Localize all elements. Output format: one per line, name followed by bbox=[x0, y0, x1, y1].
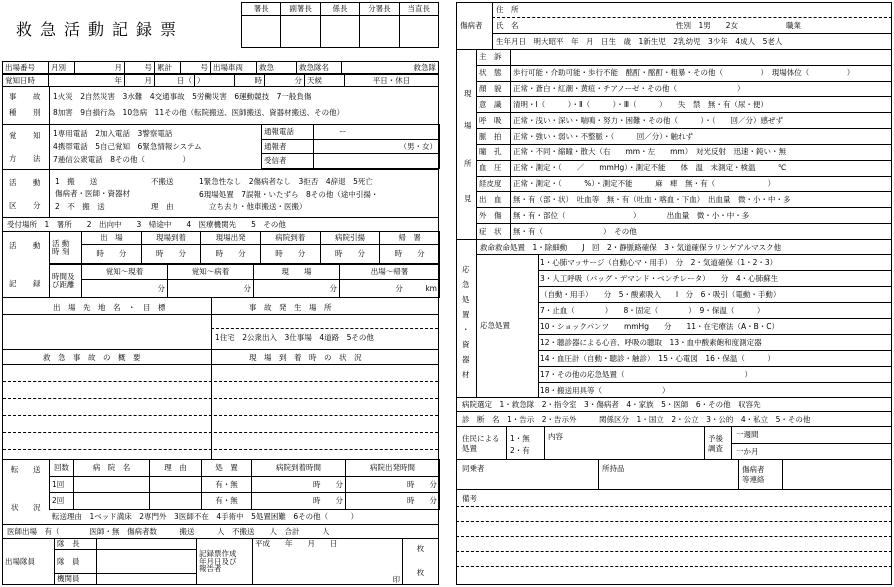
captain-field[interactable] bbox=[97, 539, 197, 550]
label: 故 bbox=[33, 92, 41, 101]
treatment-field[interactable]: 有・無 bbox=[202, 493, 252, 510]
diagnosis-options[interactable]: 診 断 名 1・告示 2・告示外 関係区分 1・国立 2・公立 3・公的 4・私立 5・その他 bbox=[462, 415, 811, 424]
no-transport-option[interactable]: 2 不 搬 送 bbox=[55, 202, 105, 211]
page-count bbox=[403, 539, 439, 585]
label: 法 bbox=[33, 154, 41, 163]
label: 分 bbox=[33, 201, 41, 210]
hospital-selection-options[interactable]: 病院選定 1・救急隊 2・指令室 3・傷病者 4・家族 5・医師 6・その他 収容先 bbox=[462, 400, 761, 409]
label: 傷病者 等連絡 bbox=[742, 465, 765, 484]
col-head: 出場～帰署 bbox=[340, 265, 440, 280]
no-transport-reason[interactable]: 6現場処置 7誤報・いたずら 8その他（途中引揚・ bbox=[199, 190, 379, 199]
label: 活 bbox=[9, 178, 17, 187]
row-dispatch-number bbox=[2, 61, 439, 74]
label: 送 bbox=[33, 465, 41, 474]
label: 処 bbox=[462, 295, 470, 304]
col-head: 覚知～病着 bbox=[168, 265, 254, 280]
col-head: 病 院 名 bbox=[74, 460, 150, 477]
label: 救急隊 bbox=[342, 62, 439, 74]
table-row bbox=[50, 493, 440, 510]
label: 枚 bbox=[416, 567, 425, 577]
time-field[interactable]: 時 分 bbox=[252, 476, 346, 493]
reception-options[interactable]: 受付場所 1 署所 2 出向中 3 帰途中 4 医療機関先 5 その他 bbox=[7, 220, 286, 229]
label: 理 由 bbox=[151, 202, 174, 211]
complaint-field[interactable] bbox=[511, 50, 892, 66]
transfer-reason-options[interactable]: 転送理由 1ベッド満床 2専門外 3医師不在 4手術中 5処置困難 6その他（ ） bbox=[52, 512, 359, 521]
stamp-cell[interactable] bbox=[320, 16, 359, 48]
table-row bbox=[50, 476, 440, 493]
label: 応 bbox=[462, 265, 470, 274]
time-field[interactable]: 時 分 bbox=[346, 476, 440, 493]
label: 所 bbox=[464, 159, 472, 168]
label: 通報電話 bbox=[262, 125, 314, 140]
label: 置 bbox=[462, 310, 470, 319]
label: 区 bbox=[9, 201, 17, 210]
treatment-side-label bbox=[462, 262, 472, 382]
label: 主 訴 bbox=[477, 50, 511, 66]
label: 2回 bbox=[50, 493, 74, 510]
label: 通報者 bbox=[262, 139, 314, 154]
time-field[interactable]: 時 分 bbox=[141, 245, 201, 264]
first-aid-item[interactable]: 1・心肺マッサージ（自動心マ・用手） 分 2・気道確保（1・2・3） bbox=[538, 255, 892, 271]
label: 号 bbox=[181, 62, 211, 74]
label: km bbox=[425, 283, 437, 293]
accident-options-1[interactable]: 1火災 2自然災害 3水難 4交通事故 5労働災害 6運動競技 7一般負傷 bbox=[53, 92, 312, 101]
finding-field[interactable]: 正常・浅い・深い・喘鳴・努力・困難・その他（ ）・（ 回／分）感ぜず bbox=[511, 113, 892, 129]
finding-field[interactable]: 無・有（部・状） 吐血等 無・有（吐血・喀血・下血） 出血量 微・小・中・多 bbox=[511, 192, 892, 208]
remarks-block[interactable] bbox=[456, 490, 892, 585]
label: 時 bbox=[235, 75, 265, 87]
prognosis-month-field[interactable]: 一か月 bbox=[736, 447, 759, 456]
row-received-time bbox=[2, 74, 439, 87]
first-aid-item[interactable]: 14・血圧計（自動・聴診・触診） 15・心電図 16・保温（ ） bbox=[538, 351, 892, 367]
hospital-selection bbox=[456, 398, 892, 412]
label: 救 急 事 故 の 概 要 bbox=[43, 353, 141, 362]
label: 記 bbox=[9, 279, 17, 288]
belongings-field[interactable]: 所持品 bbox=[602, 464, 625, 473]
label: 不搬送 bbox=[151, 177, 174, 186]
distance-field[interactable] bbox=[340, 280, 440, 298]
finding-field[interactable]: 清明・Ⅰ（ ）・Ⅱ（ ）・Ⅲ（ ） 失 禁 無・有（尿・便） bbox=[511, 97, 892, 113]
approval-head: 当直長 bbox=[399, 3, 438, 16]
activity-times-table bbox=[49, 231, 440, 264]
label: 現 bbox=[464, 89, 472, 98]
label: 受信者 bbox=[262, 154, 314, 169]
activity-record bbox=[2, 232, 439, 298]
finding-field[interactable]: 正常・測定・（ ／ mmHg）・測定不能 体 温 未測定・検温 ℃ bbox=[511, 160, 892, 176]
label: 症 状 bbox=[477, 224, 511, 240]
label: 応急処置 bbox=[480, 321, 510, 330]
first-aid-item[interactable]: （自動・用手） 分 5・酸素吸入 l 分 6・吸引（電動・手動） bbox=[538, 287, 892, 303]
label: 場 bbox=[464, 121, 472, 130]
label: 種 bbox=[9, 108, 17, 117]
crew-table bbox=[2, 538, 439, 585]
label: 活 動 時 刻 bbox=[50, 232, 82, 264]
first-aid-item[interactable]: 7・止血（ ） 8・固定（ ） 9・保温（ ） bbox=[538, 303, 892, 319]
label: ・ bbox=[462, 325, 470, 334]
awareness-options-1[interactable]: 1専用電話 2加入電話 3警察電話 bbox=[53, 129, 173, 138]
label: 予後 調査 bbox=[708, 434, 723, 453]
duration-table bbox=[49, 264, 440, 298]
time-field[interactable]: 時 分 bbox=[201, 245, 261, 264]
reporter-field[interactable]: 印 bbox=[253, 549, 403, 584]
label-vehicle: 出場車両 bbox=[211, 62, 257, 74]
patient-block bbox=[456, 2, 892, 50]
finding-field[interactable]: 正常・蒼白・紅潮・黄疸・チアノーゼ・その他（ ） bbox=[511, 81, 892, 97]
hospital-field[interactable] bbox=[74, 493, 150, 510]
label: 天候 bbox=[305, 75, 345, 87]
label: 転 bbox=[11, 465, 19, 474]
col-head: 病院到着 bbox=[260, 232, 320, 245]
doctor-dispatch-field[interactable]: 医師出場 有（ 医師・無 傷病者数 搬送 人 不搬送 人 合計 人 bbox=[7, 527, 330, 536]
label: 現 場 到 着 時 の 状 況 bbox=[249, 353, 362, 362]
label: 分 bbox=[265, 75, 305, 87]
resident-treatment bbox=[456, 427, 892, 460]
label: 備考 bbox=[462, 494, 477, 503]
treatment-block bbox=[456, 240, 892, 398]
col-head: 現場到着 bbox=[141, 232, 201, 245]
first-aid-item[interactable]: 12・聴診器による心音、呼吸の聴取 13・血中酸素飽和度測定器 bbox=[538, 335, 892, 351]
approval-head: 分署長 bbox=[360, 3, 399, 16]
label: 日（ bbox=[155, 75, 195, 87]
label: 急 bbox=[462, 280, 470, 289]
label: 枚 bbox=[416, 544, 425, 553]
engineer-field[interactable] bbox=[97, 574, 197, 585]
time-field[interactable]: 時 分 bbox=[82, 245, 142, 264]
birth-age-field[interactable]: 生年月日 明大昭平 年 月 日生 歳 1新生児 2乳幼児 3少年 4成人 5老人 bbox=[496, 37, 783, 46]
label: 号 bbox=[125, 62, 155, 74]
label: 資 bbox=[462, 340, 470, 349]
label: ） bbox=[195, 75, 235, 87]
activity-class-block bbox=[2, 170, 439, 218]
finding-field[interactable]: 無・有（ ） その他 bbox=[511, 224, 892, 240]
label: 血 圧 bbox=[477, 160, 511, 176]
time-field[interactable]: 時 分 bbox=[346, 493, 440, 510]
stamp-cell[interactable] bbox=[360, 16, 399, 48]
awareness-options-2[interactable]: 4携帯電話 5自己覚知 6緊急情報システム bbox=[53, 142, 202, 151]
first-aid-item[interactable]: 18・搬送用具等（ ） bbox=[538, 383, 892, 398]
label: 出場隊員 bbox=[3, 539, 55, 585]
label: 方 bbox=[9, 154, 17, 163]
transfer-block bbox=[2, 460, 439, 525]
col-head: 病院到着時間 bbox=[252, 460, 346, 477]
finding-field[interactable]: 正常・不同・縮瞳・散大（右 mm・左 mm） 対光反射 迅速・鈍い・無 bbox=[511, 144, 892, 160]
label: 傷病者・医師・資器材 bbox=[55, 189, 130, 198]
accident-options-2[interactable]: 8加害 9自損行為 10急病 11その他（転院搬送、医師搬送、資器材搬送、その他） bbox=[53, 108, 345, 117]
label: 経皮度 bbox=[477, 176, 511, 192]
companion-row bbox=[456, 460, 892, 490]
accident-block bbox=[2, 87, 439, 125]
awareness-block bbox=[2, 125, 439, 170]
label: 住民による処置 bbox=[462, 434, 500, 453]
hospital-field[interactable] bbox=[74, 476, 150, 493]
receiver-field[interactable] bbox=[314, 154, 440, 169]
label: 隊 長 bbox=[55, 539, 97, 550]
companion-field[interactable]: 同乗者 bbox=[462, 464, 485, 473]
label: 況 bbox=[33, 503, 41, 512]
label: 意 識 bbox=[477, 97, 511, 113]
label: 事 bbox=[9, 92, 17, 101]
label: 呼 吸 bbox=[477, 113, 511, 129]
member-field[interactable] bbox=[97, 549, 197, 574]
label: 知 bbox=[33, 131, 41, 140]
right-page bbox=[456, 2, 892, 585]
label: 傷病者 bbox=[460, 21, 483, 30]
label: 立ち去り・他車搬送・医搬） bbox=[209, 202, 307, 211]
duration-field[interactable]: 分 bbox=[168, 280, 254, 298]
caller-field[interactable]: （男・女） bbox=[314, 139, 440, 154]
location-block bbox=[2, 298, 439, 350]
duration-field[interactable]: 分 bbox=[82, 280, 168, 298]
label: 氏 名 bbox=[496, 21, 519, 30]
sex-options[interactable]: 性別 1男 2女 bbox=[676, 21, 739, 30]
first-aid-item[interactable]: 10・ショックパンツ mmHg 分 11・在宅療法（A・B・C） bbox=[538, 319, 892, 335]
label: 平日・休日 bbox=[345, 75, 439, 87]
treatment-field[interactable]: 有・無 bbox=[202, 476, 252, 493]
label: 月 bbox=[125, 75, 155, 87]
label: 事 故 発 生 場 所 bbox=[249, 303, 332, 312]
label: 脈 拍 bbox=[477, 129, 511, 145]
label: 月 bbox=[75, 62, 125, 74]
col-head: 現 場 bbox=[254, 265, 340, 280]
label: 時間及 び距離 bbox=[50, 265, 82, 298]
first-aid-item[interactable]: 17・その他の応急処置（ ） bbox=[538, 367, 892, 383]
time-field[interactable]: 時 分 bbox=[252, 493, 346, 510]
reason-field[interactable] bbox=[150, 493, 202, 510]
label: 活 bbox=[9, 241, 17, 250]
label: 分 bbox=[395, 283, 403, 293]
transfer-table bbox=[49, 459, 440, 510]
label: 1回 bbox=[50, 476, 74, 493]
stamp-cell[interactable] bbox=[281, 16, 320, 48]
label: 動 bbox=[33, 178, 41, 187]
awareness-options-3[interactable]: 7逓信公衆電話 8その他（ ） bbox=[53, 155, 191, 164]
stamp-cell[interactable] bbox=[399, 16, 438, 48]
label-received: 覚知日時 bbox=[3, 75, 49, 87]
resident-treatment-options[interactable]: 1・無 2・有 bbox=[510, 434, 530, 455]
label: 顔 貌 bbox=[477, 81, 511, 97]
label: 年 bbox=[49, 75, 125, 87]
approval-head: 係長 bbox=[320, 3, 359, 16]
label: 動 bbox=[33, 241, 41, 250]
doctor-row bbox=[2, 525, 439, 539]
time-field[interactable]: 時 分 bbox=[320, 245, 380, 264]
label: 救急 bbox=[257, 62, 297, 74]
overview-block[interactable] bbox=[2, 350, 439, 460]
label: 救急隊名 bbox=[297, 62, 342, 74]
label: 職業 bbox=[786, 21, 801, 30]
caller-phone-field[interactable]: ー bbox=[314, 125, 440, 140]
time-field[interactable]: 時 分 bbox=[260, 245, 320, 264]
finding-field[interactable]: 正常・測定・（ %）・測定不能 麻 痺 無・有（ ） bbox=[511, 176, 892, 192]
label: 月別 bbox=[49, 62, 75, 74]
col-head: 出 場 bbox=[82, 232, 142, 245]
label: 外 傷 bbox=[477, 208, 511, 224]
label: 出 場 先 地 名 ・ 目 標 bbox=[53, 303, 166, 312]
label: 状 bbox=[11, 503, 19, 512]
approval-head: 署長 bbox=[242, 3, 281, 16]
prognosis-week-field[interactable]: 一週間 bbox=[736, 430, 759, 439]
location-type-options[interactable]: 1住宅 2公衆出入 3仕事場 4道路 5その他 bbox=[215, 333, 374, 342]
finding-field[interactable]: 正常・強い・弱い・不整脈・（ 回／分）・触れず bbox=[511, 129, 892, 145]
transport-option[interactable]: 1 搬 送 bbox=[55, 177, 98, 186]
col-head: 病院引揚 bbox=[320, 232, 380, 245]
no-transport-reason[interactable]: 1緊急性なし 2傷病者なし 3拒否 4辞退 5死亡 bbox=[199, 177, 373, 186]
label: 内容 bbox=[548, 432, 563, 441]
col-head: 帰 署 bbox=[380, 232, 440, 245]
left-page bbox=[2, 2, 439, 585]
label: 別 bbox=[33, 108, 41, 117]
col-head: 現場出発 bbox=[201, 232, 261, 245]
first-aid-table bbox=[538, 254, 892, 398]
findings-block bbox=[456, 50, 892, 240]
label: 見 bbox=[464, 194, 472, 203]
findings-table bbox=[476, 49, 892, 240]
label: 状 態 bbox=[477, 65, 511, 81]
first-aid-item[interactable]: 3・人工呼吸（バッグ・デマンド・ベンチレータ） 分 4・心肺蘇生 bbox=[538, 271, 892, 287]
form-title: 救急活動記録票 bbox=[16, 20, 185, 39]
label: 材 bbox=[462, 370, 470, 379]
label: 録 bbox=[33, 279, 41, 288]
label: 器 bbox=[462, 355, 470, 364]
col-head: 回数 bbox=[50, 460, 74, 477]
reason-field[interactable] bbox=[150, 476, 202, 493]
label: 累計 bbox=[155, 62, 181, 74]
life-saving-options[interactable]: 救命救命処置 1・除細動 J 回 2・静脈路確保 3・気道確保ラリンゲアルマスク他 bbox=[480, 243, 782, 252]
label: 出 血 bbox=[477, 192, 511, 208]
diagnosis-row bbox=[456, 412, 892, 427]
duration-field[interactable]: 分 bbox=[254, 280, 340, 298]
col-head: 理 由 bbox=[150, 460, 202, 477]
label: 住 所 bbox=[496, 5, 519, 14]
approval-head: 副署長 bbox=[281, 3, 320, 16]
label: 瞳 孔 bbox=[477, 144, 511, 160]
reception-place bbox=[2, 218, 439, 232]
label: 覚 bbox=[9, 131, 17, 140]
label: 隊 員 bbox=[55, 549, 97, 574]
finding-field[interactable]: 無・有・部位（ ） 出血量 微・小・中・多 bbox=[511, 208, 892, 224]
label: 機関員 bbox=[55, 574, 97, 585]
time-field[interactable]: 時 分 bbox=[380, 245, 440, 264]
col-head: 処 置 bbox=[202, 460, 252, 477]
col-head: 病院出発時間 bbox=[346, 460, 440, 477]
label: 記録票作成 年月日及び 報告者 bbox=[197, 539, 253, 585]
approval-table bbox=[241, 2, 439, 48]
date-field[interactable]: 平成 年 月 日 bbox=[253, 539, 403, 550]
label-dispatch-no: 出場番号 bbox=[3, 62, 49, 74]
caller-table bbox=[261, 124, 440, 169]
stamp-cell[interactable] bbox=[242, 16, 281, 48]
col-head: 覚知～現着 bbox=[82, 265, 168, 280]
finding-field[interactable]: 歩行可能・介助可能・歩行不能 酩酊・酩酊・粗暴・その他（ ） 現場体位（ ） bbox=[511, 65, 892, 81]
